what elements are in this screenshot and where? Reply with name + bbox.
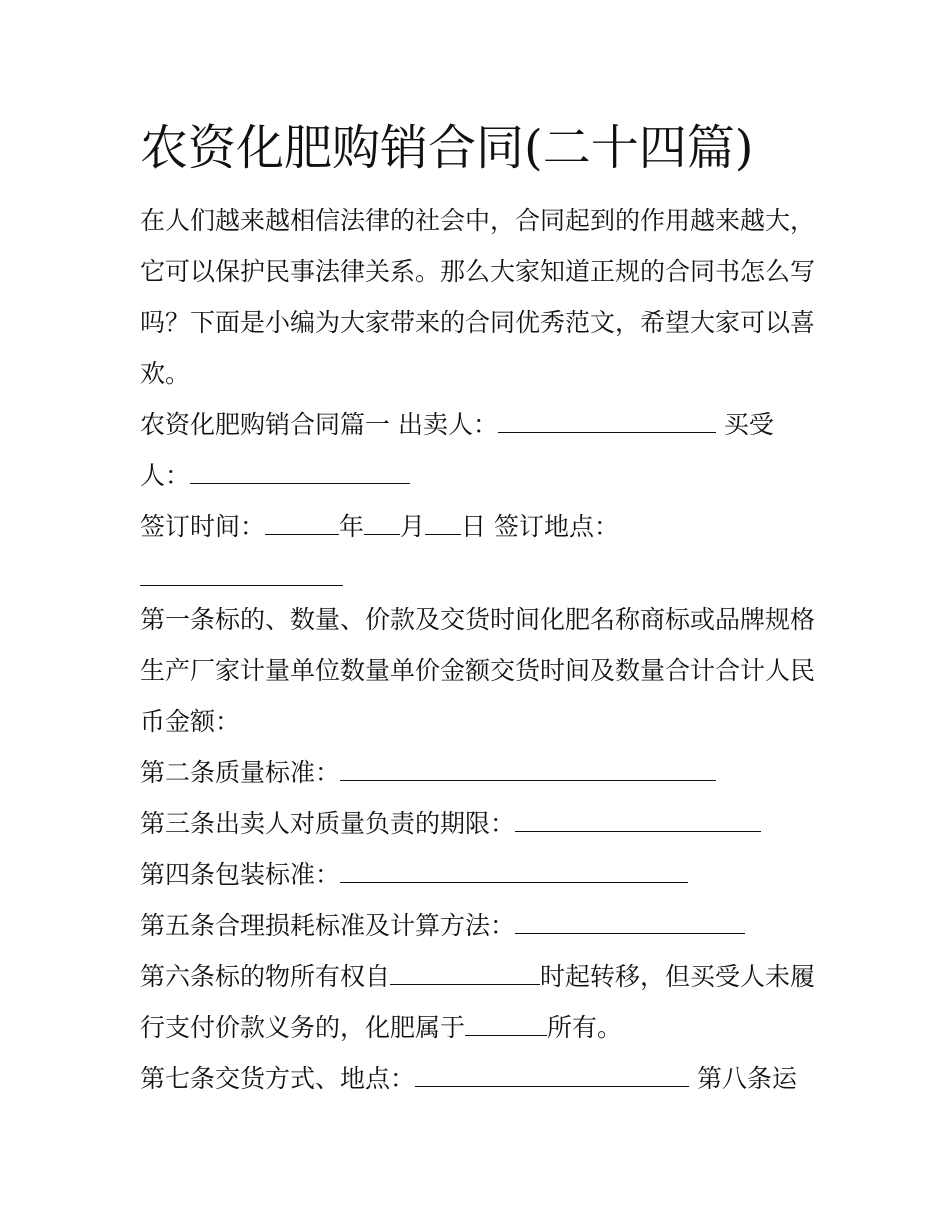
month-label: 月	[400, 512, 426, 541]
article7-line	[140, 1062, 797, 1096]
article5-blank	[515, 911, 745, 934]
sign-time-label: 签订时间：	[140, 512, 266, 541]
article5-line	[140, 909, 745, 943]
sign-place-label: 签订地点：	[494, 512, 620, 541]
buyer-label-head: 人：	[140, 461, 191, 490]
month-blank	[364, 512, 400, 535]
article4-line	[140, 858, 688, 892]
article6-part-c: 行支付价款义务的，化肥属于	[140, 1013, 466, 1042]
document-title: 农资化肥购销合同(二十四篇)	[140, 120, 754, 176]
article4-label: 第四条包装标准：	[140, 860, 341, 889]
article5-label: 第五条合理损耗标准及计算方法：	[140, 911, 516, 940]
article6-part-b: 时起转移，但买受人未履	[540, 962, 816, 991]
seller-blank	[498, 410, 716, 433]
sign-place-line	[140, 561, 343, 595]
intro-line-3: 吗？下面是小编为大家带来的合同优秀范文，希望大家可以喜	[140, 308, 816, 337]
article6-line-1	[140, 960, 815, 994]
day-label: 日	[461, 512, 487, 541]
article8-start: 第八条运	[696, 1064, 797, 1093]
article2-label: 第二条质量标准：	[140, 758, 341, 787]
intro-line-1: 在人们越来越相信法律的社会中，合同起到的作用越来越大，	[140, 206, 816, 235]
intro-line-2: 它可以保护民事法律关系。那么大家知道正规的合同书怎么写	[140, 257, 816, 286]
article6-blank-1	[390, 962, 540, 985]
article7-label: 第七条交货方式、地点：	[140, 1064, 416, 1093]
intro-line-4: 欢。	[140, 359, 191, 388]
article3-blank	[515, 809, 761, 832]
article1-line-2: 生产厂家计量单位数量单价金额交货时间及数量合计合计人民	[140, 656, 816, 685]
part1-heading: 农资化肥购销合同篇一 出卖人：	[140, 410, 498, 439]
sign-place-blank	[140, 563, 343, 586]
article2-line	[140, 756, 716, 790]
article3-label: 第三条出卖人对质量负责的期限：	[140, 809, 516, 838]
article1-line-1: 第一条标的、数量、价款及交货时间化肥名称商标或品牌规格	[140, 605, 816, 634]
article6-line-2	[140, 1011, 622, 1045]
article1-line-3: 币金额：	[140, 707, 241, 736]
sign-time-line	[140, 510, 619, 544]
buyer-blank	[190, 461, 410, 484]
article6-part-d: 所有。	[547, 1013, 623, 1042]
day-blank	[425, 512, 461, 535]
article6-part-a: 第六条标的物所有权自	[140, 962, 391, 991]
buyer-line	[140, 459, 410, 493]
article3-line	[140, 807, 761, 841]
article6-blank-2	[465, 1013, 547, 1036]
buyer-label-tail: 买受	[723, 410, 774, 439]
article2-blank	[340, 758, 716, 781]
year-blank	[265, 512, 339, 535]
seller-line	[140, 408, 774, 442]
article4-blank	[340, 860, 688, 883]
year-label: 年	[339, 512, 365, 541]
article7-blank	[415, 1064, 689, 1087]
